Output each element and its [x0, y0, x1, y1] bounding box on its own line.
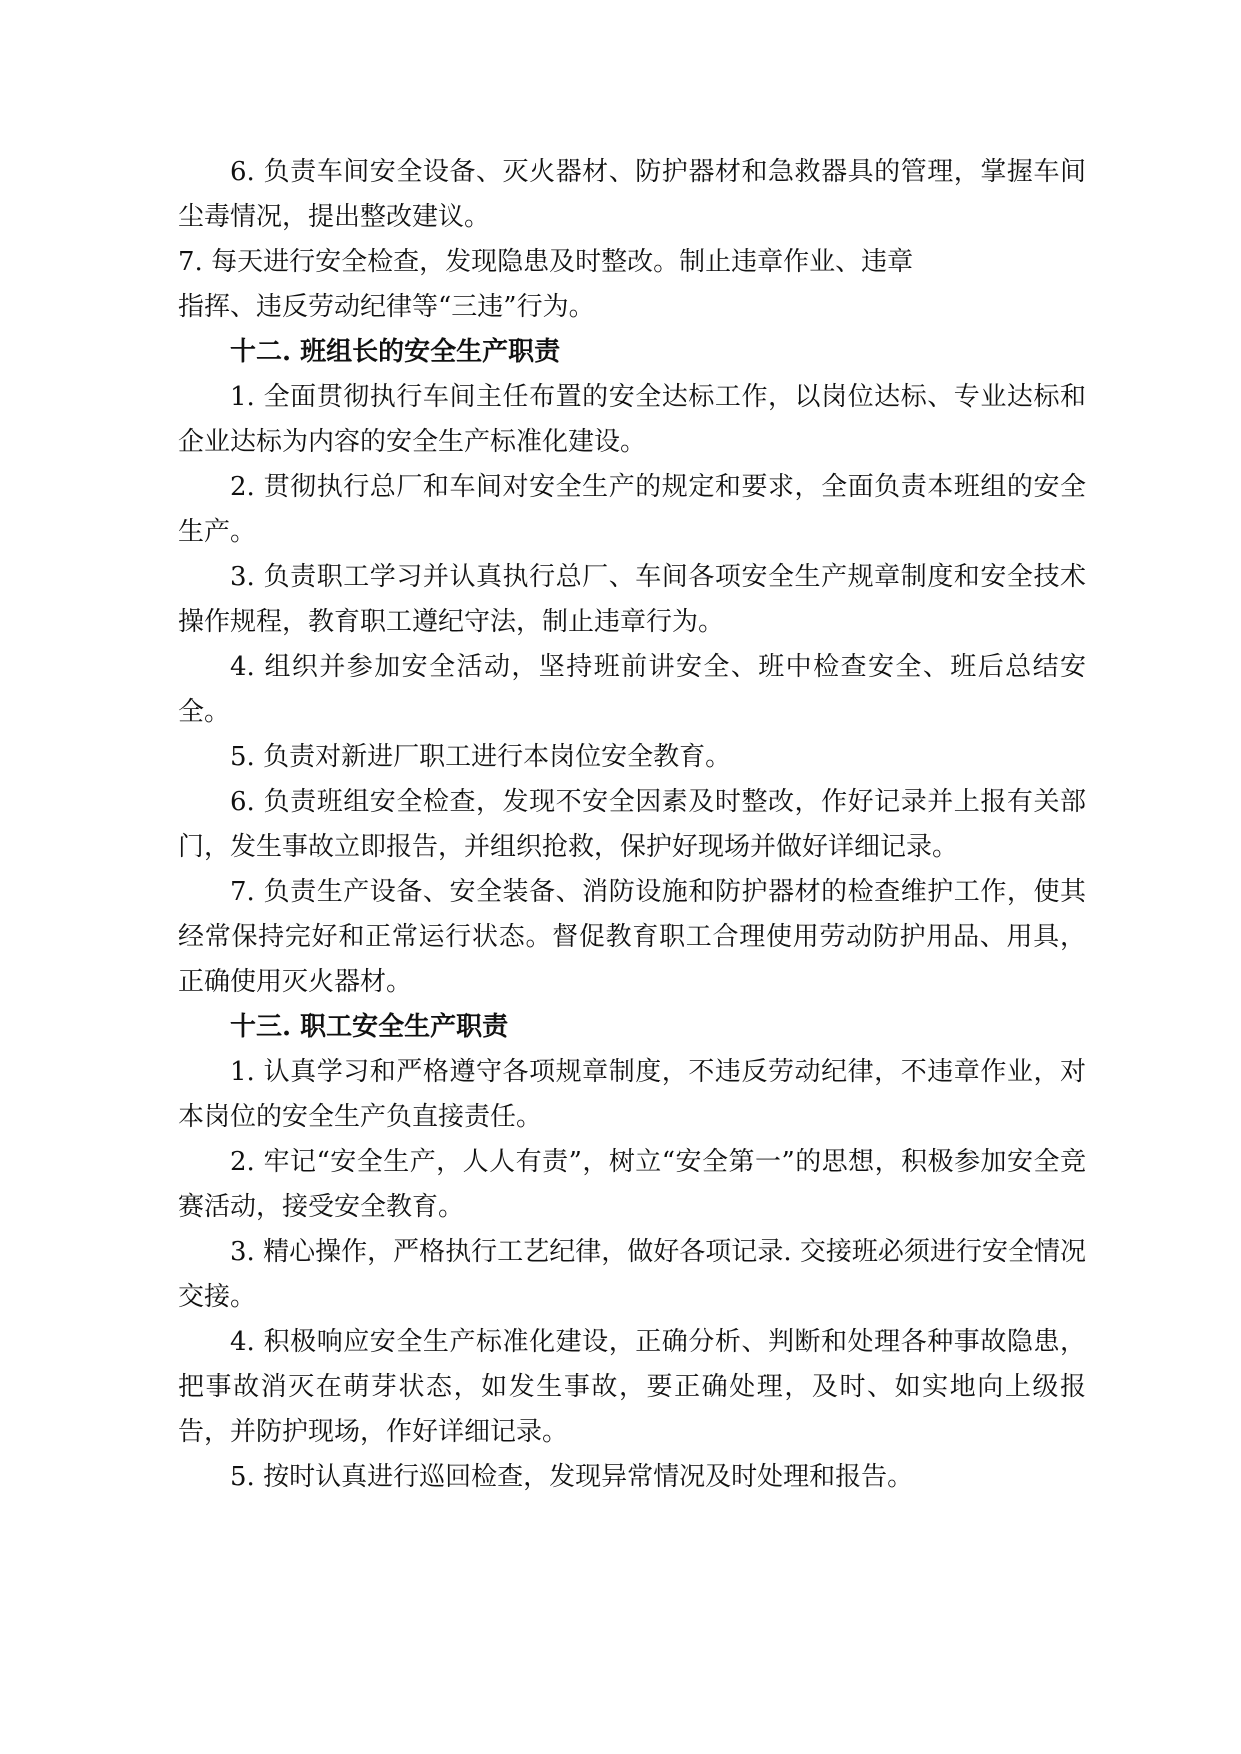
- employee-duty-4: 4. 积极响应安全生产标准化建设，正确分析、判断和处理各种事故隐患，把事故消灭在萌芽状态，如发生事故，要正确处理，及时、如实地向上级报告，并防护现场，作好详细记录。: [178, 1327, 1086, 1447]
- workshop-duty-6: 6. 负责车间安全设备、灭火器材、防护器材和急救器具的管理，掌握车间尘毒情况，提出整改建议。: [178, 157, 1086, 232]
- team-leader-duty-7: 7. 负责生产设备、安全装备、消防设施和防护器材的检查维护工作，使其经常保持完好和正常运行状态。督促教育职工合理使用劳动防护用品、用具，正确使用灭火器材。: [178, 877, 1086, 997]
- employee-duty-5: 5. 按时认真进行巡回检查，发现异常情况及时处理和报告。: [230, 1462, 914, 1492]
- team-leader-duty-6: 6. 负责班组安全检查，发现不安全因素及时整改，作好记录并上报有关部门，发生事故立即报告，并组织抢救，保护好现场并做好详细记录。: [178, 787, 1086, 862]
- section-heading-employee: 十三. 职工安全生产职责: [230, 1012, 509, 1042]
- employee-duty-2: 2. 牢记“安全生产，人人有责”，树立“安全第一”的思想，积极参加安全竞赛活动，接受安全教育。: [178, 1147, 1086, 1222]
- team-leader-duty-4: 4. 组织并参加安全活动，坚持班前讲安全、班中检查安全、班后总结安全。: [178, 652, 1086, 727]
- team-leader-duty-3: 3. 负责职工学习并认真执行总厂、车间各项安全生产规章制度和安全技术操作规程，教育职工遵纪守法，制止违章行为。: [178, 562, 1086, 637]
- employee-duty-3: 3. 精心操作，严格执行工艺纪律，做好各项记录. 交接班必须进行安全情况交接。: [178, 1237, 1086, 1312]
- team-leader-duty-1: 1. 全面贯彻执行车间主任布置的安全达标工作，以岗位达标、专业达标和企业达标为内容的安全生产标准化建设。: [178, 382, 1086, 457]
- workshop-duty-7-line-2: 指挥、违反劳动纪律等“三违”行为。: [178, 292, 595, 322]
- workshop-duty-7-line-1: 7. 每天进行安全检查，发现隐患及时整改。制止违章作业、违章: [178, 247, 914, 277]
- section-heading-team-leader: 十二. 班组长的安全生产职责: [230, 337, 561, 367]
- team-leader-duty-5: 5. 负责对新进厂职工进行本岗位安全教育。: [230, 742, 732, 772]
- employee-duty-1: 1. 认真学习和严格遵守各项规章制度，不违反劳动纪律，不违章作业，对本岗位的安全生产负直接责任。: [178, 1057, 1086, 1132]
- team-leader-duty-2: 2. 贯彻执行总厂和车间对安全生产的规定和要求，全面负责本班组的安全生产。: [178, 472, 1086, 547]
- document-body: [178, 150, 1086, 1500]
